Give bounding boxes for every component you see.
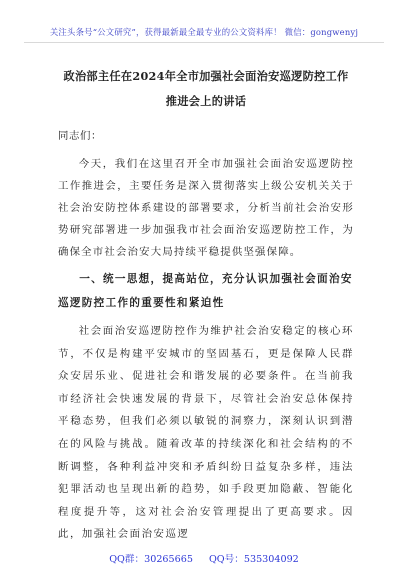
- section-paragraph: 社会面治安巡逻防控作为维护社会治安稳定的核心环节，不仅是构建平安城市的坚固基石，更是保障人民群众安居乐业、促进社会和谐发展的必要条件。在当前我市经济社会快速发展的背景下，尽管社会治安总体保持平稳态势，但我们必须以敏锐的洞察力，深刻认识到潜在的风险与挑战。随着改革的持续深化和社会结构的不断调整，各种利益冲突和矛盾纠纷日益复杂多样，违法犯罪活动也呈现出新的趋势，如手段更加隐蔽、智能化程度提升等，这对社会治安管理提出了更高要求。因此，加强社会面治安巡逻: [58, 325, 354, 541]
- page-header-banner: 关注头条号“公文研究”，获得最新最全最专业的公文资料库！ 微信：gongwenyj: [49, 27, 359, 37]
- header-divider: [24, 42, 384, 43]
- salutation: 同志们：: [58, 130, 102, 142]
- section-heading: 一、统一思想，提高站位，充分认识加强社会面治安巡逻防控工作的重要性和紧迫性: [58, 273, 353, 309]
- page-footer-contacts: [0, 551, 408, 565]
- intro-paragraph: 今天，我们在这里召开全市加强社会面治安巡逻防控工作推进会，主要任务是深入贯彻落实上级公安机关关于社会治安防控体系建设的部署要求，分析当前社会治安形势研究部署进一步加强我市社会面治安巡逻防控工作，为确保全市社会治安大局持续平稳提供坚强保障。: [58, 158, 354, 258]
- footer-qq-group: QQ群：30265665: [109, 554, 193, 565]
- document-title: 政治部主任在2024年全市加强社会面治安巡逻防控工作推进会上的讲话: [63, 69, 349, 108]
- footer-qq-number: QQ号：535304092: [208, 554, 299, 565]
- document-body: [58, 64, 354, 546]
